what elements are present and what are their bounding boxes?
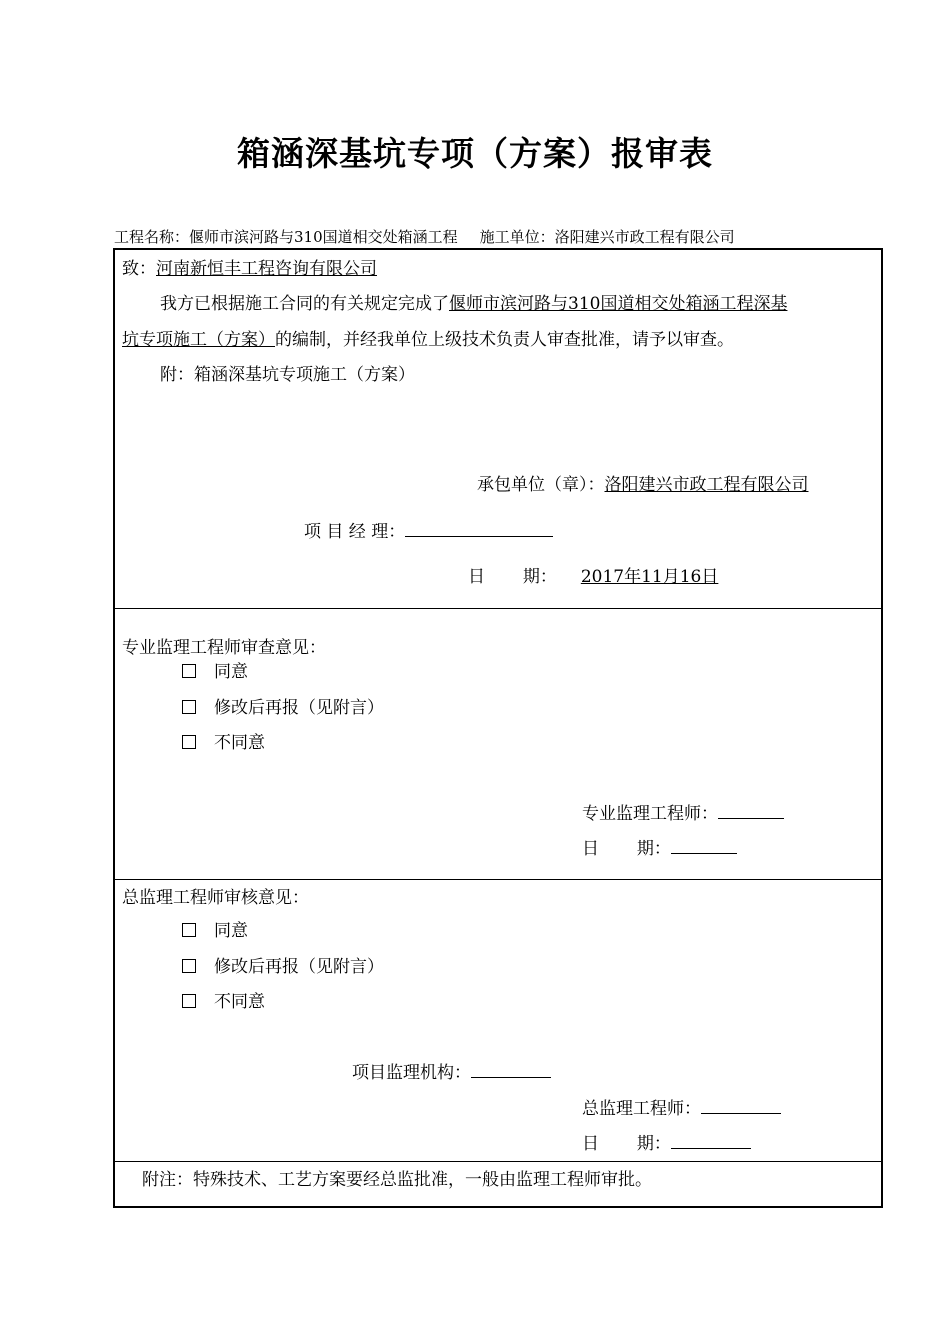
checkbox-icon[interactable]	[182, 923, 196, 937]
project-manager-blank[interactable]	[405, 520, 553, 537]
engineer-option-revise[interactable]: 修改后再报（见附言）	[182, 693, 384, 718]
submission-paragraph-line2: 坑专项施工（方案）的编制，并经我单位上级技术负责人审查批准，请予以审查。	[122, 330, 734, 350]
engineer-signature-blank[interactable]	[718, 802, 784, 819]
chief-date-blank[interactable]	[671, 1132, 751, 1149]
checkbox-icon[interactable]	[182, 700, 196, 714]
row-divider	[113, 879, 883, 880]
checkbox-icon[interactable]	[182, 994, 196, 1008]
row-divider	[113, 608, 883, 609]
chief-date: 日 期：	[582, 1129, 751, 1154]
project-name: 工程名称：偃师市滨河路与310国道相交处箱涵工程	[114, 228, 458, 246]
attachment: 附：箱涵深基坑专项施工（方案）	[160, 365, 415, 385]
engineer-date: 日 期：	[582, 834, 737, 859]
engineer-option-agree[interactable]: 同意	[182, 657, 248, 682]
chief-option-agree[interactable]: 同意	[182, 916, 248, 941]
contractor-unit: 施工单位：洛阳建兴市政工程有限公司	[479, 228, 735, 246]
addressee-value: 河南新恒丰工程咨询有限公司	[156, 259, 377, 279]
contractor-stamp-value: 洛阳建兴市政工程有限公司	[604, 475, 809, 495]
submission-date-value: 2017年11月16日	[580, 567, 719, 587]
checkbox-icon[interactable]	[182, 735, 196, 749]
checkbox-icon[interactable]	[182, 664, 196, 678]
engineer-review-heading: 专业监理工程师审查意见：	[122, 638, 326, 658]
page-title: 箱涵深基坑专项（方案）报审表	[237, 134, 713, 173]
submission-date: 日 期： 2017年11月16日	[468, 562, 811, 587]
checkbox-icon[interactable]	[182, 959, 196, 973]
chief-option-disagree[interactable]: 不同意	[182, 987, 265, 1012]
supervision-org: 项目监理机构：	[352, 1058, 551, 1083]
engineer-signature: 专业监理工程师：	[582, 799, 784, 824]
row-divider	[113, 1161, 883, 1162]
addressee-label: 致：	[122, 259, 156, 279]
chief-signature: 总监理工程师：	[582, 1094, 781, 1119]
form-meta	[114, 226, 735, 247]
engineer-date-blank[interactable]	[671, 837, 737, 854]
project-manager: 项 目 经 理：	[304, 517, 553, 542]
supervision-org-blank[interactable]	[471, 1061, 551, 1078]
engineer-option-disagree[interactable]: 不同意	[182, 728, 265, 753]
addressee	[122, 254, 377, 279]
contractor-stamp: 承包单位（章）：洛阳建兴市政工程有限公司	[477, 475, 809, 495]
footnote: 附注：特殊技术、工艺方案要经总监批准，一般由监理工程师审批。	[142, 1170, 652, 1190]
chief-option-revise[interactable]: 修改后再报（见附言）	[182, 952, 384, 977]
chief-review-heading: 总监理工程师审核意见：	[122, 888, 309, 908]
submission-paragraph-line1: 我方已根据施工合同的有关规定完成了偃师市滨河路与310国道相交处箱涵工程深基	[160, 294, 788, 314]
chief-signature-blank[interactable]	[701, 1097, 781, 1114]
